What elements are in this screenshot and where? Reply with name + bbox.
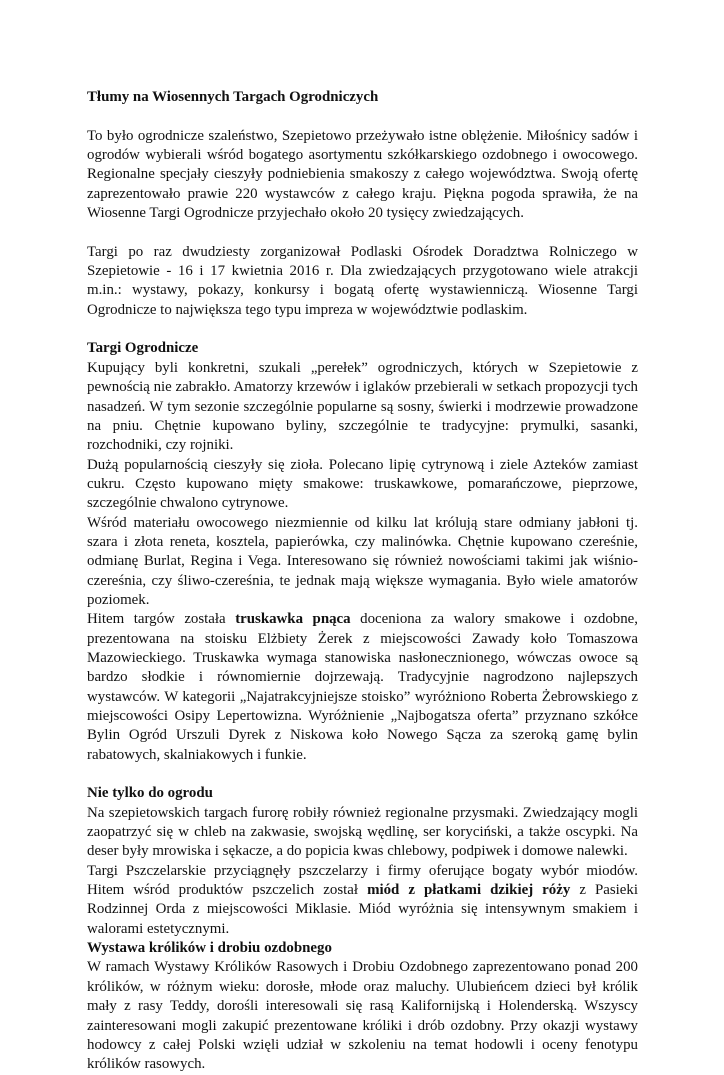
article-body bbox=[87, 88, 638, 1075]
bold-highlight-truskawka: truskawka pnąca bbox=[235, 611, 351, 628]
intro-paragraph-2: Targi po raz dwudziesty zorganizował Podlaski Ośrodek Doradztwa Rolniczego w Szepietowie - 16 i 17 kwietnia 2016 r. Dla zwiedzających przygotowano wiele atrakcji m.in.: wystawy, pokazy, konkursy i bogatą ofertę wystawienniczą. Wiosenne Targi Ogrodnicze to największa tego typu impreza w województwie podlaskim. bbox=[87, 243, 638, 318]
section1-paragraph-1: Kupujący byli konkretni, szukali „perełek” ogrodniczych, których w Szepietowie z pewnością nie zabrakło. Amatorzy krzewów i iglaków przebierali w setkach propozycji tych nasadzeń. W tym sezonie szczególnie popularne są sosny, świerki i modrzewie prowadzone na pniu. Chętnie kupowano byliny, szczególnie te tradycyjne: prymulki, sasanki, rozchodniki, czy rojniki. bbox=[87, 359, 638, 454]
section-heading-nie-tylko-do-ogrodu: Nie tylko do ogrodu bbox=[87, 785, 213, 802]
bold-highlight-miod: miód z płatkami dzikiej róży bbox=[367, 882, 571, 899]
text-run: Targi Pszczelarskie przyciągnęły pszczelarzy i firmy oferujące bogaty wybór miodów. Hitem wśród produktów pszczelich został bbox=[87, 862, 638, 899]
article-title: Tłumy na Wiosennych Targach Ogrodniczych bbox=[87, 89, 379, 105]
text-run: Hitem targów została bbox=[87, 611, 236, 628]
section1-paragraph-3: Wśród materiału owocowego niezmiennie od kilku lat królują stare odmiany jabłoni tj. szara i złota reneta, kosztela, papierówka, czy malinówka. Chętnie kupowano czereśnie, odmianę Burlat, Regina i Vega. Interesowano się również nowościami takimi jak wiśnio-czereśnia, czy śliwo-czereśnia, te jednak mają większe wymagania. Było wiele amatorów poziomek. bbox=[87, 514, 638, 608]
section-heading-wystawa-krolikow: Wystawa królików i drobiu ozdobnego bbox=[87, 940, 332, 957]
section2-paragraph-1: Na szepietowskich targach furorę robiły również regionalne przysmaki. Zwiedzający mogli zaopatrzyć się w chleb na zakwasie, swojską wędlinę, ser koryciński, a także oscypki. Na deser były mrowiska i sękacze, a do popicia kwas chlebowy, podpiwek i domowe nalewki. bbox=[87, 804, 638, 860]
section1-paragraph-2: Dużą popularnością cieszyły się zioła. Polecano lipię cytrynową i ziele Azteków zamiast cukru. Często kupowano mięty smakowe: truskawkowe, pomarańczowe, pieprzowe, szczególnie chwalono cytrynowe. bbox=[87, 456, 638, 512]
section-heading-targi-ogrodnicze: Targi Ogrodnicze bbox=[87, 340, 199, 357]
section3-paragraph-1: W ramach Wystawy Królików Rasowych i Drobiu Ozdobnego zaprezentowano ponad 200 królików, w różnym wieku: dorosłe, młode oraz maluchy. Ulubieńcem dzieci był królik mały z rasy Teddy, dorośli interesowali się rasą Kalifornijską i Holenderską. Wszyscy zainteresowani mogli zakupić prezentowane króliki i drób ozdobny. Przy okazji wystawy hodowcy z całej Polski wzięli udział w szkoleniu na temat hodowli i oceny fenotypu królików rasowych. bbox=[87, 959, 638, 1073]
intro-paragraph-1: To było ogrodnicze szaleństwo, Szepietowo przeżywało istne oblężenie. Miłośnicy sadów i ogrodów wybierali wśród bogatego asortymentu szkółkarskiego ozdobnego i owocowego. Regionalne specjały cieszyły podniebienia smakoszy z całego województwa. Swoją ofertę zaprezentowało prawie 220 wystawców z całego kraju. Piękna pogoda sprawiła, że na Wiosenne Targi Ogrodnicze przyjechało około 20 tysięcy zwiedzających. bbox=[87, 127, 638, 222]
section2-paragraph-2 bbox=[87, 862, 638, 939]
section1-paragraph-4 bbox=[87, 610, 638, 765]
text-run: doceniona za walory smakowe i ozdobne, prezentowana na stoisku Elżbiety Żerek z miejscowości Zawady koło Tomaszowa Mazowieckiego. Truskawka wymaga stanowiska nasłonecznionego, wówczas owoce są bardzo słodkie i równomiernie dojrzewają. Tradycyjnie nagrodzono najlepszych wystawców. W kategorii „Najatrakcyjniejsze stoisko” wyróżniono Roberta Żebrowskiego z miejscowości Osipy Lepertowizna. Wyróżnienie „Najbogatsza oferta” przyznano szkółce Bylin Ogród Urszuli Dyrek z Niskowa koło Nowego Sącza za szeroką gamę bylin rabatowych, skalniakowych i funkie. bbox=[87, 611, 639, 763]
text-run: z Pasieki Rodzinnej Orda z miejscowości Miklasie. Miód wyróżnia się intensywnym smakiem i walorami estetycznymi. bbox=[87, 882, 638, 937]
